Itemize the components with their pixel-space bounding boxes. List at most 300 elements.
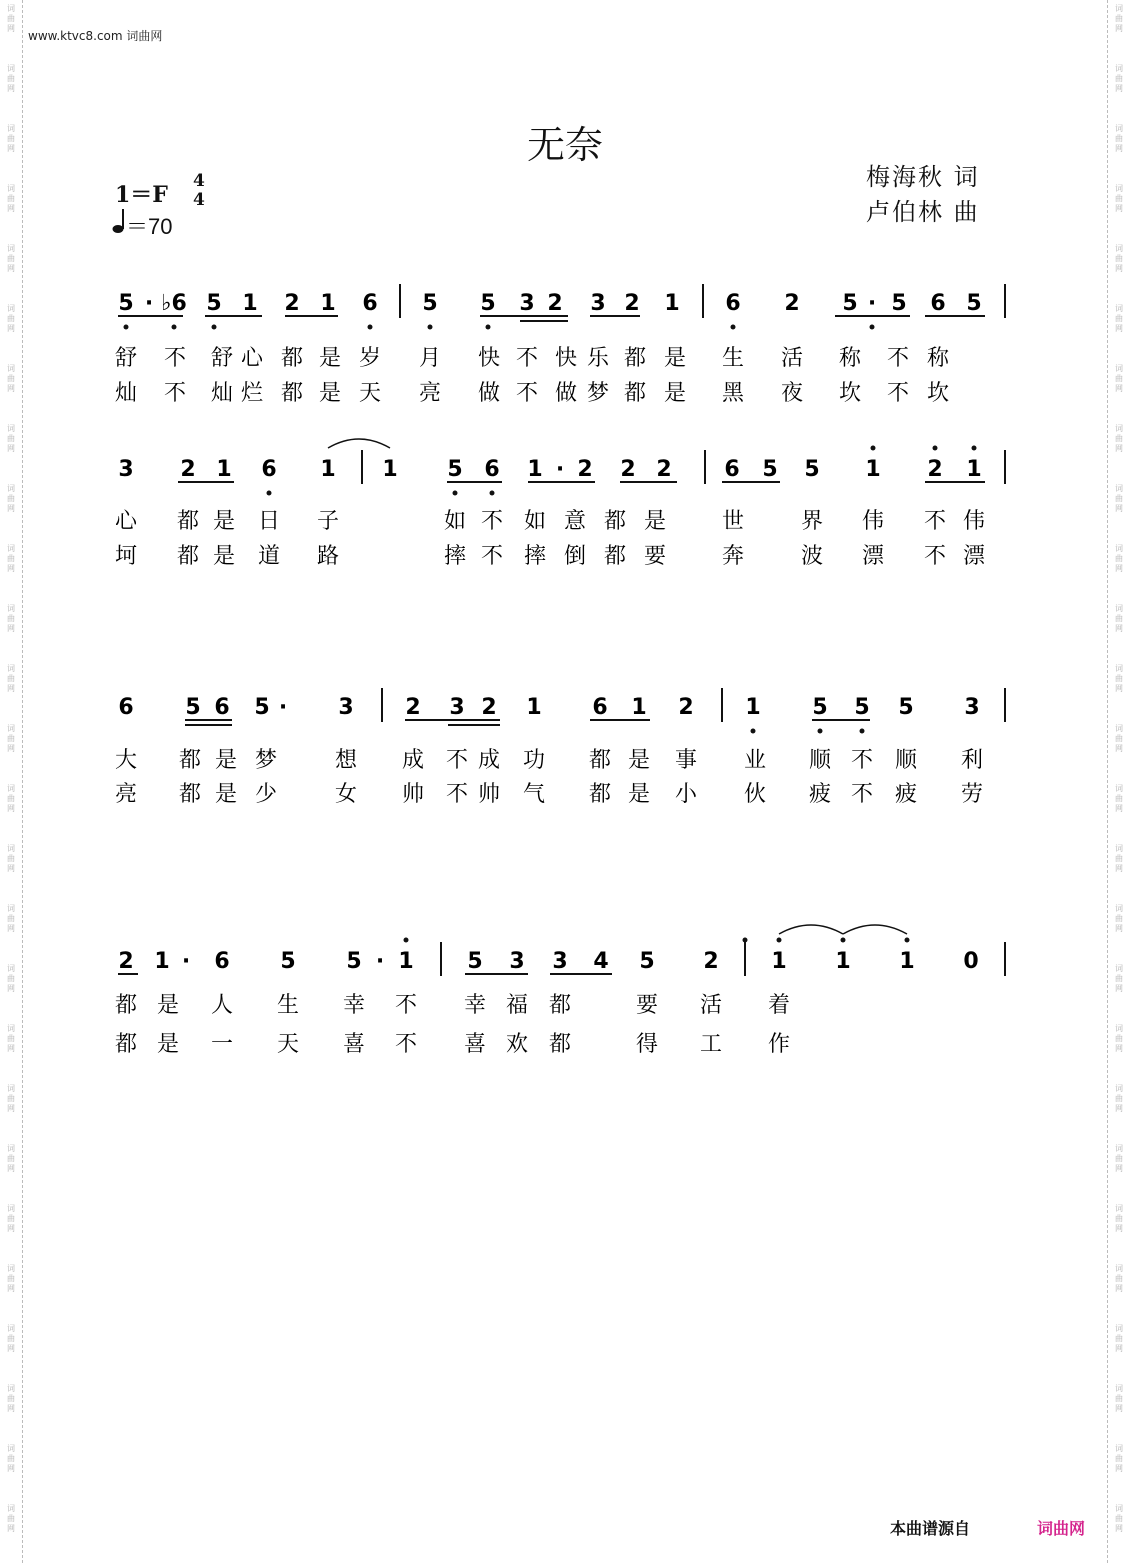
watermark-glyph: 词 — [1115, 64, 1123, 73]
lyric-verse1: 活 — [699, 993, 723, 1018]
lyric-verse1: 生 — [276, 993, 300, 1018]
note-2: 2 — [784, 291, 800, 316]
low-octave-dot — [212, 325, 217, 330]
watermark-glyph: 网 — [7, 1044, 15, 1053]
lyric-verse1: 不 — [886, 346, 910, 371]
lyric-verse1: 是 — [627, 748, 651, 773]
lyric-verse2: 喜 — [342, 1032, 366, 1057]
watermark-glyph: 词 — [7, 604, 15, 613]
augmentation-dot: · — [867, 291, 877, 316]
low-octave-dot — [860, 729, 865, 734]
watermark-glyph: 词 — [1115, 964, 1123, 973]
lyric-verse2: 都 — [588, 782, 612, 807]
lyric-verse1: 子 — [316, 509, 340, 534]
lyric-verse1: 梦 — [254, 748, 278, 773]
watermark-glyph: 网 — [7, 384, 15, 393]
note-5: 5 — [346, 949, 362, 974]
lyric-verse1: 业 — [743, 748, 767, 773]
lyric-verse2: 亮 — [114, 782, 138, 807]
note-2: 2 — [481, 695, 497, 720]
high-octave-dot — [933, 446, 938, 451]
lyric-verse2: 少 — [254, 782, 278, 807]
lyric-verse2: 梦 — [586, 381, 610, 406]
lyric-verse2: 不 — [850, 782, 874, 807]
high-octave-dot — [404, 938, 409, 943]
tie-slur — [328, 439, 390, 448]
watermark-glyph: 网 — [7, 1224, 15, 1233]
lyric-verse2: 漂 — [962, 544, 986, 569]
composer-credit: 卢伯林 曲 — [866, 198, 980, 226]
high-octave-dot — [972, 446, 977, 451]
lyric-verse1: 岁 — [358, 346, 382, 371]
watermark-glyph: 网 — [1115, 564, 1123, 573]
note-5: 5 — [480, 291, 496, 316]
watermark-glyph: 词 — [1115, 1204, 1123, 1213]
time-signature-top: 4 — [193, 171, 205, 191]
note-1: 1 — [865, 457, 881, 482]
lyric-verse1: 不 — [923, 509, 947, 534]
low-octave-dot — [428, 325, 433, 330]
watermark-glyph: 曲 — [7, 374, 15, 383]
lyric-verse2: 作 — [767, 1032, 791, 1057]
watermark-glyph: 词 — [7, 904, 15, 913]
watermark-glyph: 词 — [1115, 184, 1123, 193]
lyric-verse2: 做 — [554, 381, 578, 406]
watermark-glyph: 网 — [7, 1524, 15, 1533]
watermark-glyph: 网 — [7, 684, 15, 693]
lyric-verse1: 界 — [800, 509, 824, 534]
lyric-verse1: 是 — [156, 993, 180, 1018]
time-signature-bottom: 4 — [193, 190, 205, 210]
note-3: 3 — [519, 291, 535, 316]
lyric-verse2: 劳 — [960, 782, 984, 807]
note-6: 6 — [484, 457, 500, 482]
lyric-verse2: 灿 — [114, 381, 138, 406]
watermark-glyph: 网 — [1115, 984, 1123, 993]
low-octave-dot — [731, 325, 736, 330]
lyric-verse2: 天 — [358, 381, 382, 406]
watermark-glyph: 词 — [7, 124, 15, 133]
note-5: 5 — [842, 291, 858, 316]
watermark-glyph: 网 — [7, 84, 15, 93]
lyric-verse1: 要 — [635, 993, 659, 1018]
watermark-glyph: 词 — [7, 424, 15, 433]
note-2: 2 — [703, 949, 719, 974]
watermark-glyph: 曲 — [7, 314, 15, 323]
watermark-glyph: 曲 — [7, 1154, 15, 1163]
watermark-glyph: 网 — [7, 204, 15, 213]
watermark-glyph: 曲 — [7, 434, 15, 443]
high-octave-dot — [871, 446, 876, 451]
lyric-verse2: 都 — [280, 381, 304, 406]
watermark-glyph: 词 — [7, 784, 15, 793]
watermark-glyph: 词 — [7, 664, 15, 673]
note-2: 2 — [547, 291, 563, 316]
note-1: 1 — [526, 695, 542, 720]
watermark-glyph: 曲 — [7, 794, 15, 803]
watermark-glyph: 词 — [1115, 1324, 1123, 1333]
note-4: 4 — [593, 949, 609, 974]
watermark-glyph: 曲 — [1115, 374, 1123, 383]
watermark-glyph: 词 — [7, 484, 15, 493]
augmentation-dot: · — [555, 457, 565, 482]
watermark-glyph: 曲 — [7, 974, 15, 983]
watermark-glyph: 网 — [7, 804, 15, 813]
note-5: 5 — [891, 291, 907, 316]
lyric-verse2: 波 — [800, 544, 824, 569]
note-3: 3 — [118, 457, 134, 482]
augmentation-dot: · — [144, 291, 154, 316]
note-6: 6 — [930, 291, 946, 316]
lyric-verse1: 都 — [588, 748, 612, 773]
lyric-verse2: 都 — [178, 782, 202, 807]
note-2: 2 — [284, 291, 300, 316]
note-2: 2 — [678, 695, 694, 720]
note-5: 5 — [185, 695, 201, 720]
lyric-verse1: 幸 — [342, 993, 366, 1018]
lyric-verse1: 功 — [522, 748, 546, 773]
note-1: 1 — [382, 457, 398, 482]
watermark-glyph: 词 — [1115, 244, 1123, 253]
watermark-glyph: 曲 — [7, 614, 15, 623]
watermark-glyph: 词 — [1115, 364, 1123, 373]
lyric-verse2: 黑 — [721, 381, 745, 406]
watermark-glyph: 曲 — [1115, 1514, 1123, 1523]
low-octave-dot — [870, 325, 875, 330]
lyric-verse1: 心 — [114, 509, 138, 534]
lyric-verse2: 是 — [627, 782, 651, 807]
lyric-verse2: 坎 — [926, 381, 950, 406]
note-5: 5 — [762, 457, 778, 482]
note-1: 1 — [664, 291, 680, 316]
note-2: 2 — [620, 457, 636, 482]
note-5: 5 — [812, 695, 828, 720]
watermark-glyph: 曲 — [1115, 794, 1123, 803]
watermark-glyph: 词 — [1115, 1444, 1123, 1453]
watermark-glyph: 网 — [1115, 1344, 1123, 1353]
watermark-glyph: 词 — [7, 1084, 15, 1093]
watermark-glyph: 网 — [1115, 1104, 1123, 1113]
watermark-glyph: 曲 — [1115, 1394, 1123, 1403]
lyric-verse2: 是 — [214, 782, 238, 807]
song-title: 无奈 — [526, 123, 603, 167]
lyric-verse2: 夜 — [780, 381, 804, 406]
augmentation-dot: · — [278, 695, 288, 720]
watermark-glyph: 网 — [7, 1464, 15, 1473]
lyric-verse1: 月 — [418, 346, 442, 371]
watermark-glyph: 曲 — [1115, 1334, 1123, 1343]
watermark-glyph: 曲 — [7, 554, 15, 563]
note-5: 5 — [206, 291, 222, 316]
lyric-verse1: 不 — [515, 346, 539, 371]
watermark-glyph: 词 — [1115, 424, 1123, 433]
lyric-verse2: 不 — [923, 544, 947, 569]
lyric-verse1: 成 — [477, 748, 501, 773]
note-1: 1 — [242, 291, 258, 316]
lyric-verse2: 工 — [699, 1032, 723, 1057]
watermark-glyph: 网 — [7, 444, 15, 453]
lyric-verse2: 坎 — [838, 381, 862, 406]
watermark-glyph: 网 — [1115, 684, 1123, 693]
lyric-verse2: 帅 — [401, 782, 425, 807]
lyric-verse2: 要 — [643, 544, 667, 569]
lyric-verse1: 都 — [176, 509, 200, 534]
source-site-link[interactable]: 词曲网 — [1037, 1519, 1086, 1538]
lyric-verse1: 如 — [443, 509, 467, 534]
note-1: 1 — [899, 949, 915, 974]
lyric-verse2: 不 — [163, 381, 187, 406]
note-1: 1 — [320, 291, 336, 316]
watermark-glyph: 网 — [1115, 1224, 1123, 1233]
watermark-glyph: 曲 — [1115, 1274, 1123, 1283]
high-octave-dot — [841, 938, 846, 943]
watermark-glyph: 曲 — [7, 494, 15, 503]
watermark-glyph: 词 — [1115, 1084, 1123, 1093]
watermark-glyph: 网 — [1115, 264, 1123, 273]
lyric-verse2: 天 — [276, 1032, 300, 1057]
note-2: 2 — [577, 457, 593, 482]
watermark-glyph: 曲 — [1115, 674, 1123, 683]
note-1: 1 — [771, 949, 787, 974]
lyric-verse1: 都 — [114, 993, 138, 1018]
watermark-glyph: 网 — [1115, 1164, 1123, 1173]
note-6: 6 — [214, 949, 230, 974]
watermark-glyph: 网 — [1115, 84, 1123, 93]
watermark-glyph: 曲 — [7, 854, 15, 863]
lyric-verse2: 不 — [394, 1032, 418, 1057]
note-1: 1 — [216, 457, 232, 482]
note-5: 5 — [447, 457, 463, 482]
augmentation-dot: · — [375, 949, 385, 974]
note-1: 1 — [154, 949, 170, 974]
watermark-glyph: 网 — [1115, 444, 1123, 453]
watermark-glyph: 网 — [1115, 924, 1123, 933]
tie-slur — [779, 925, 843, 934]
note-5: 5 — [966, 291, 982, 316]
site-url[interactable]: www.ktvc8.com 词曲网 — [28, 29, 163, 43]
lyric-verse2: 一 — [210, 1032, 234, 1057]
lyric-verse2: 气 — [522, 782, 546, 807]
watermark-glyph: 网 — [7, 144, 15, 153]
lyric-verse2: 不 — [886, 381, 910, 406]
watermark-glyph: 曲 — [1115, 1214, 1123, 1223]
note-6: 6 — [214, 695, 230, 720]
watermark-glyph: 网 — [7, 1404, 15, 1413]
lyric-verse2: 疲 — [808, 782, 832, 807]
note-5: 5 — [280, 949, 296, 974]
watermark-glyph: 网 — [1115, 204, 1123, 213]
watermark-glyph: 曲 — [7, 914, 15, 923]
lyric-verse1: 顺 — [808, 748, 832, 773]
note-1: 1 — [320, 457, 336, 482]
watermark-glyph: 词 — [7, 844, 15, 853]
watermark-glyph: 词 — [7, 1204, 15, 1213]
watermark-glyph: 词 — [1115, 844, 1123, 853]
lyric-verse1: 事 — [674, 748, 698, 773]
watermark-glyph: 网 — [7, 564, 15, 573]
note-0: 0 — [963, 949, 979, 974]
watermark-glyph: 网 — [7, 504, 15, 513]
watermark-glyph: 词 — [1115, 1024, 1123, 1033]
lyric-verse2: 小 — [674, 782, 698, 807]
watermark-glyph: 词 — [7, 4, 15, 13]
lyric-verse2: 女 — [334, 782, 358, 807]
lyric-verse2: 不 — [515, 381, 539, 406]
lyric-verse2: 喜 — [463, 1032, 487, 1057]
watermark-glyph: 网 — [1115, 384, 1123, 393]
lyric-verse1: 幸 — [463, 993, 487, 1018]
tempo-value: ＝70 — [126, 214, 173, 239]
high-octave-dot — [777, 938, 782, 943]
watermark-glyph: 网 — [1115, 1524, 1123, 1533]
watermark-glyph: 词 — [1115, 124, 1123, 133]
lyric-verse1: 都 — [623, 346, 647, 371]
lyric-verse1: 成 — [401, 748, 425, 773]
watermark-glyph: 曲 — [1115, 1154, 1123, 1163]
watermark-glyph: 曲 — [1115, 974, 1123, 983]
lyric-verse2: 奔 — [721, 544, 745, 569]
watermark-glyph: 网 — [1115, 864, 1123, 873]
watermark-glyph: 曲 — [7, 674, 15, 683]
high-octave-dot — [743, 938, 748, 943]
watermark-glyph: 词 — [1115, 1504, 1123, 1513]
high-octave-dot — [905, 938, 910, 943]
note-3: 3 — [964, 695, 980, 720]
watermark-glyph: 网 — [7, 1284, 15, 1293]
lyric-verse1: 如 — [523, 509, 547, 534]
lyric-verse2: 都 — [623, 381, 647, 406]
lyric-verse2: 都 — [603, 544, 627, 569]
note-6: 6 — [725, 291, 741, 316]
lyric-verse1: 生 — [721, 346, 745, 371]
lyric-verse2: 不 — [480, 544, 504, 569]
low-octave-dot — [124, 325, 129, 330]
watermark-glyph: 词 — [1115, 1264, 1123, 1273]
lyric-verse1: 是 — [214, 748, 238, 773]
lyric-verse2: 漂 — [861, 544, 885, 569]
watermark-glyph: 网 — [7, 984, 15, 993]
watermark-glyph: 曲 — [1115, 1034, 1123, 1043]
watermark-glyph: 曲 — [7, 194, 15, 203]
note-3: 3 — [449, 695, 465, 720]
watermark-glyph: 词 — [7, 544, 15, 553]
note-1: 1 — [835, 949, 851, 974]
watermark-glyph: 词 — [7, 1444, 15, 1453]
note-2: 2 — [118, 949, 134, 974]
watermark-glyph: 词 — [7, 1144, 15, 1153]
lyric-verse1: 是 — [643, 509, 667, 534]
watermark-glyph: 网 — [1115, 744, 1123, 753]
watermark-glyph: 曲 — [1115, 1094, 1123, 1103]
watermark-glyph: 词 — [7, 1504, 15, 1513]
lyric-verse1: 心 — [240, 346, 264, 371]
watermark-glyph: 网 — [7, 24, 15, 33]
watermark-glyph: 词 — [7, 244, 15, 253]
watermark-glyph: 词 — [7, 1384, 15, 1393]
watermark-glyph: 曲 — [7, 1094, 15, 1103]
lyric-verse2: 倒 — [563, 544, 587, 569]
lyric-verse1: 不 — [480, 509, 504, 534]
watermark-glyph: 词 — [1115, 784, 1123, 793]
watermark-glyph: 词 — [7, 1264, 15, 1273]
note-5: 5 — [639, 949, 655, 974]
watermark-glyph: 曲 — [1115, 254, 1123, 263]
lyric-verse1: 利 — [960, 748, 984, 773]
note-5: 5 — [804, 457, 820, 482]
watermark-glyph: 词 — [1115, 484, 1123, 493]
note-2: 2 — [405, 695, 421, 720]
watermark-glyph: 曲 — [7, 1454, 15, 1463]
lyric-verse1: 不 — [445, 748, 469, 773]
watermark-glyph: 词 — [1115, 4, 1123, 13]
note-1: 1 — [966, 457, 982, 482]
lyric-verse2: 道 — [257, 544, 281, 569]
lyric-verse1: 舒 — [210, 346, 234, 371]
lyric-verse2: 是 — [156, 1032, 180, 1057]
note-3: 3 — [338, 695, 354, 720]
watermark-glyph: 网 — [1115, 1044, 1123, 1053]
lyric-verse1: 都 — [178, 748, 202, 773]
lyric-verse2: 路 — [316, 544, 340, 569]
watermark-glyph: 词 — [7, 184, 15, 193]
lyric-verse1: 伟 — [962, 509, 986, 534]
lyric-verse2: 做 — [477, 381, 501, 406]
lyricist-credit: 梅海秋 词 — [866, 163, 980, 191]
watermark-glyph: 曲 — [7, 1514, 15, 1523]
watermark-glyph: 曲 — [1115, 1454, 1123, 1463]
tie-slur — [843, 925, 907, 934]
watermark-glyph: 网 — [1115, 1284, 1123, 1293]
lyric-verse1: 大 — [114, 748, 138, 773]
lyric-verse1: 伟 — [861, 509, 885, 534]
note-5: 5 — [467, 949, 483, 974]
watermark-glyph: 曲 — [1115, 494, 1123, 503]
lyric-verse2: 都 — [176, 544, 200, 569]
watermark-glyph: 曲 — [1115, 614, 1123, 623]
watermark-glyph: 网 — [7, 744, 15, 753]
watermark-glyph: 曲 — [7, 734, 15, 743]
watermark-glyph: 网 — [7, 324, 15, 333]
lyric-verse2: 欢 — [505, 1032, 529, 1057]
watermark-glyph: 网 — [7, 264, 15, 273]
lyric-verse2: 都 — [114, 1032, 138, 1057]
watermark-glyph: 网 — [7, 864, 15, 873]
lyric-verse1: 意 — [563, 509, 587, 534]
watermark-glyph: 词 — [1115, 304, 1123, 313]
watermark-glyph: 曲 — [7, 134, 15, 143]
note-1: 1 — [745, 695, 761, 720]
watermark-glyph: 词 — [1115, 604, 1123, 613]
watermark-glyph: 词 — [7, 964, 15, 973]
lyric-verse2: 都 — [548, 1032, 572, 1057]
watermark-glyph: 曲 — [7, 1034, 15, 1043]
note-6: 6 — [362, 291, 378, 316]
watermark-glyph: 词 — [1115, 544, 1123, 553]
watermark-glyph: 网 — [7, 1344, 15, 1353]
lyric-verse2: 疲 — [894, 782, 918, 807]
note-♭6: ♭6 — [161, 291, 187, 316]
low-octave-dot — [453, 491, 458, 496]
lyric-verse1: 快 — [554, 346, 578, 371]
watermark-glyph: 词 — [1115, 904, 1123, 913]
watermark-glyph: 曲 — [1115, 14, 1123, 23]
watermark-glyph: 曲 — [1115, 314, 1123, 323]
lyric-verse1: 顺 — [894, 748, 918, 773]
watermark-glyph: 词 — [1115, 724, 1123, 733]
lyric-verse2: 不 — [445, 782, 469, 807]
lyric-verse1: 都 — [548, 993, 572, 1018]
watermark-glyph: 曲 — [7, 254, 15, 263]
